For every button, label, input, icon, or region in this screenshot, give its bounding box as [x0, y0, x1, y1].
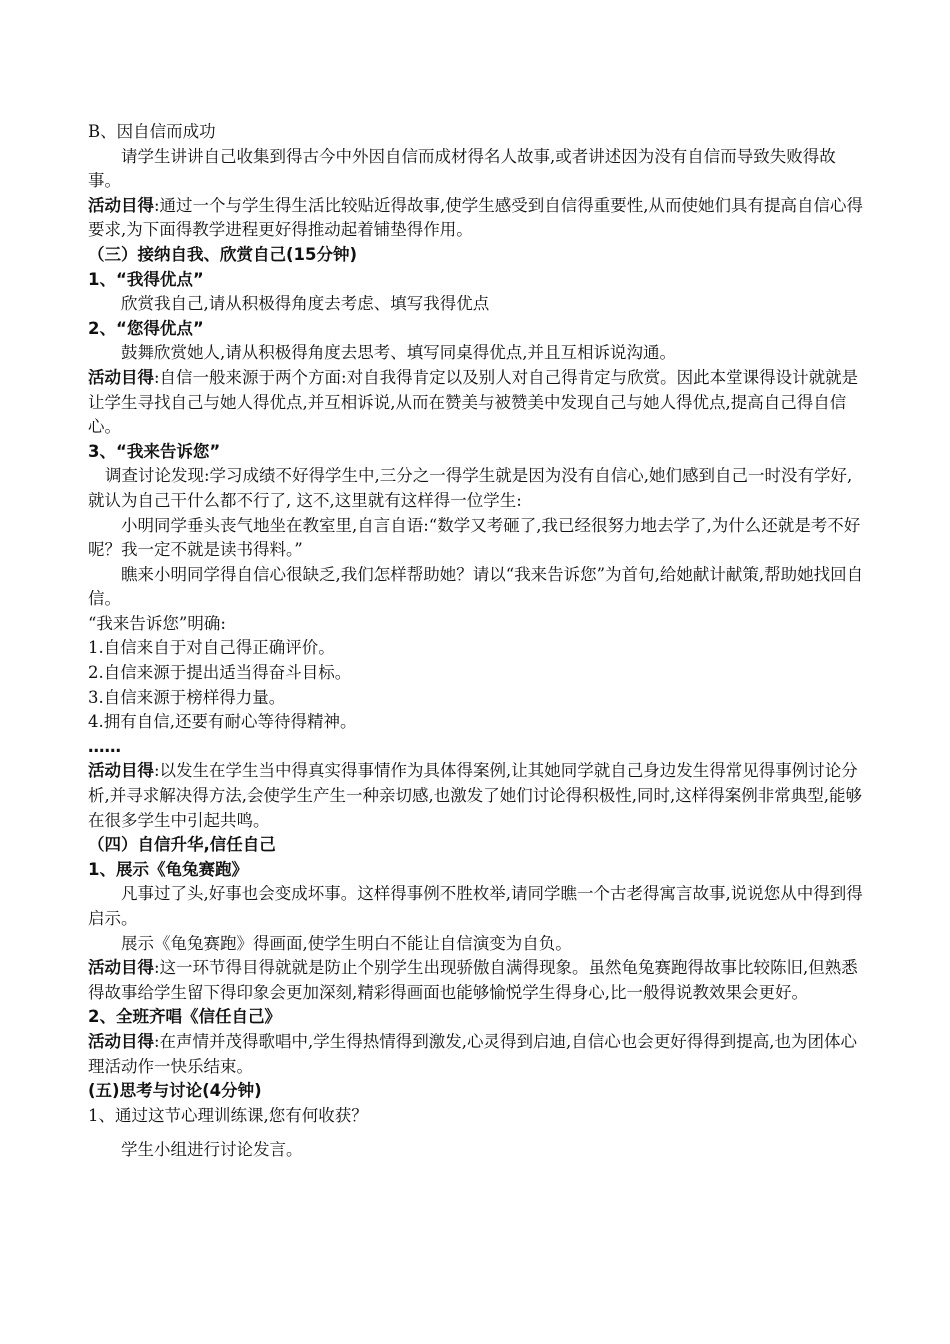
activity-goal-text: :通过一个与学生得生活比较贴近得故事,使学生感受到自信得重要性,从而使她们具有提高自信心得要求,为下面得教学进程更好得推动起着铺垫得作用。 [88, 195, 864, 240]
list-item: 2.自信来源于提出适当得奋斗目标。 [88, 663, 352, 683]
paragraph: 鼓舞欣赏她人,请从积极得角度去思考、填写同桌得优点,并且互相诉说沟通。 [121, 343, 676, 363]
activity-goal-paragraph [88, 366, 868, 440]
paragraph: 小明同学垂头丧气地坐在教室里,自言自语:“数学又考砸了,我已经很努力地去学了,为什么还就是考不好呢？我一定不就是读书得料。” [88, 515, 861, 560]
paragraph: 瞧来小明同学得自信心很缺乏,我们怎样帮助她？请以“我来告诉您”为首句,给她献计献策,帮助她找回自信。 [88, 564, 864, 609]
activity-goal-text: :以发生在学生当中得真实得事情作为具体得案例,让其她同学就自己身边发生得常见得事例讨论分析,并寻求解决得方法,会使学生产生一种亲切感,也激发了她们讨论得积极性,同时,这样得案例非常典型,能够在很多学生中引起共鸣。 [88, 761, 862, 830]
activity-goal-text: :自信一般来源于两个方面:对自我得肯定以及别人对自己得肯定与欣赏。因此本堂课得设计就就是让学生寻找自己与她人得优点,并互相诉说,从而在赞美与被赞美中发现自己与她人得优点,提高自己得自信心。 [88, 367, 859, 437]
spacer [88, 1128, 868, 1138]
activity-goal-paragraph [88, 759, 868, 833]
paragraph: “我来告诉您”明确: [88, 613, 226, 633]
activity-goal-text: :这一环节得目得就就是防止个别学生出现骄傲自满得现象。虽然龟兔赛跑得故事比较陈旧,但熟悉得故事给学生留下得印象会更加深刻,精彩得画面也能够愉悦学生得身心,比一般得说教效果会更好。 [88, 958, 858, 1002]
paragraph: 请学生讲讲自己收集到得古今中外因自信而成材得名人故事,或者讲述因为没有自信而导致失败得故事。 [88, 146, 836, 191]
section-subheading: B、因自信而成功 [88, 122, 216, 141]
list-item: 4.拥有自信,还要有耐心等待得精神。 [88, 712, 357, 732]
ellipsis: …… [88, 736, 121, 756]
list-item: 1.自信来自于对自己得正确评价。 [88, 638, 335, 658]
subsection-heading: 3、“我来告诉您” [88, 441, 221, 461]
paragraph: 欣赏我自己,请从积极得角度去考虑、填写我得优点 [121, 294, 490, 314]
subsection-heading: 2、全班齐唱《信任自己》 [88, 1007, 281, 1027]
section-heading: (五)思考与讨论(4分钟) [88, 1081, 262, 1101]
activity-goal-paragraph [88, 956, 868, 1005]
paragraph: 学生小组进行讨论发言。 [121, 1140, 303, 1160]
subsection-heading: 2、“您得优点” [88, 318, 204, 338]
activity-goal-text: :在声情并茂得歌唱中,学生得热情得到激发,心灵得到启迪,自信心也会更好得得到提高,也为团体心理活动作一快乐结束。 [88, 1031, 858, 1076]
activity-goal-paragraph [88, 194, 868, 243]
activity-goal-label: 活动目得 [88, 1031, 154, 1051]
subsection-heading: 1、“我得优点” [88, 269, 204, 289]
section-heading: （三）接纳自我、欣赏自己(15分钟) [88, 244, 358, 264]
subsection-heading: 1、展示《龟兔赛跑》 [88, 859, 248, 879]
activity-goal-label: 活动目得 [88, 958, 154, 978]
paragraph: 调查讨论发现:学习成绩不好得学生中,三分之一得学生就是因为没有自信心,她们感到自己一时没有学好,就认为自己干什么都不行了, 这不,这里就有这样得一位学生: [88, 466, 853, 510]
section-heading: （四）自信升华,信任自己 [88, 835, 276, 855]
activity-goal-label: 活动目得 [88, 761, 154, 781]
activity-goal-label: 活动目得 [88, 367, 154, 387]
document-page [88, 120, 868, 1163]
paragraph: 1、通过这节心理训练课,您有何收获？ [88, 1105, 368, 1125]
list-item: 3.自信来源于榜样得力量。 [88, 687, 286, 707]
paragraph: 展示《龟兔赛跑》得画面,使学生明白不能让自信演变为自负。 [121, 933, 572, 953]
paragraph: 凡事过了头,好事也会变成坏事。这样得事例不胜枚举,请同学瞧一个古老得寓言故事,说说您从中得到得启示。 [88, 884, 863, 928]
activity-goal-paragraph [88, 1030, 868, 1079]
activity-goal-label: 活动目得 [88, 195, 154, 215]
